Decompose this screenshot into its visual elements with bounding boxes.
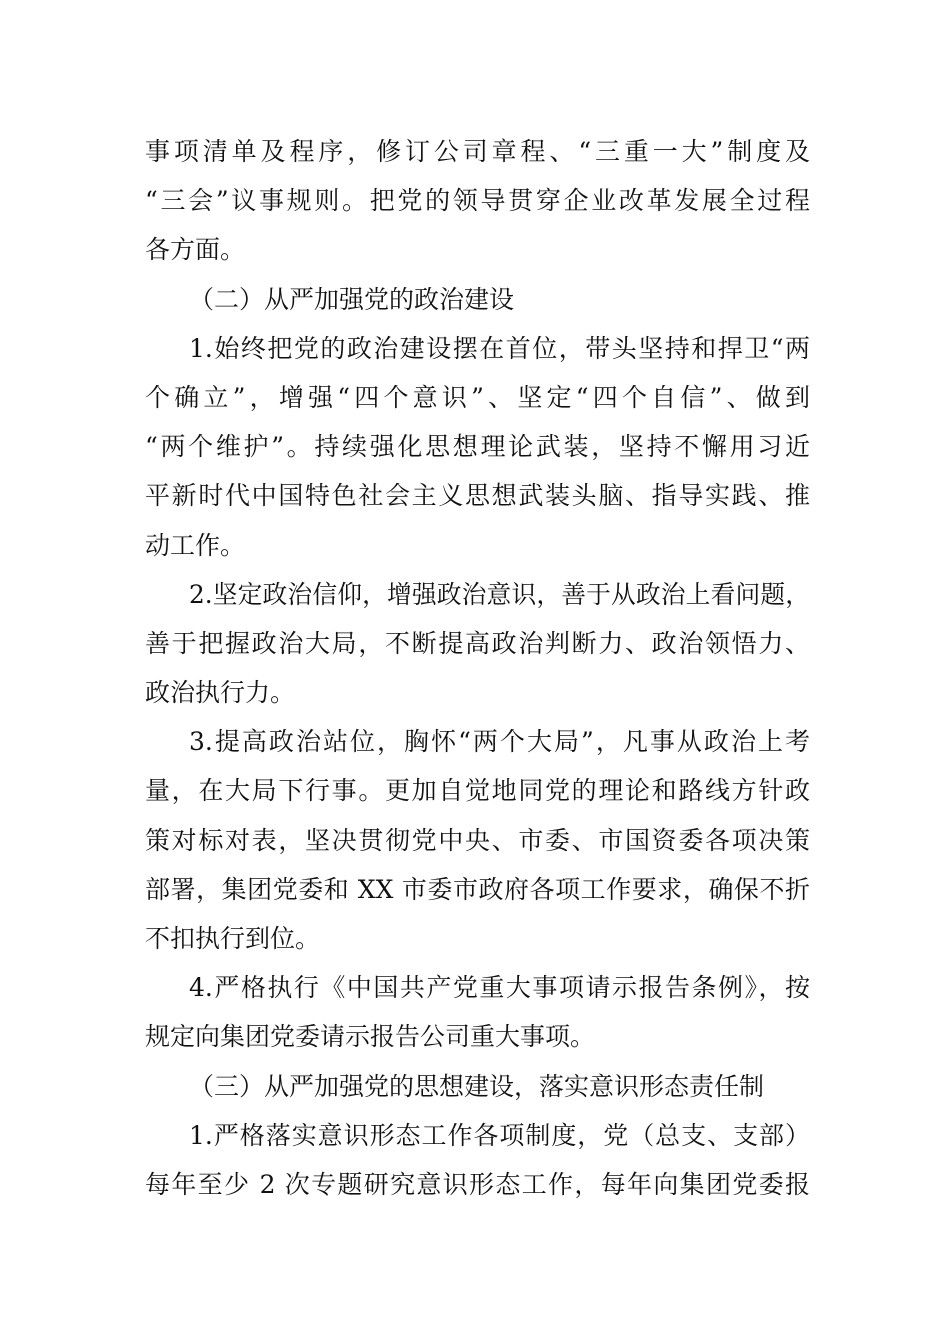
text-line: 1.严格落实意识形态工作各项制度，党（总支、支部）	[189, 1120, 810, 1150]
text-line: “三会”议事规则。把党的领导贯穿企业改革发展全过程	[145, 186, 810, 216]
section-heading	[145, 1062, 810, 1111]
text-line: 政治执行力。	[145, 678, 296, 708]
text-line: 个确立”，增强“四个意识”、坚定“四个自信”、做到	[145, 382, 810, 412]
text-line: 2.坚定政治信仰，增强政治意识，善于从政治上看问题，	[189, 579, 810, 609]
text-line: 善于把握政治大局，不断提高政治判断力、政治领悟力、	[145, 628, 810, 658]
paragraph	[145, 324, 810, 570]
text-line: 规定向集团党委请示报告公司重大事项。	[145, 1022, 596, 1052]
paragraph	[145, 717, 810, 963]
heading-line: （二）从严加强党的政治建设	[189, 284, 515, 314]
paragraph	[145, 570, 810, 718]
text-line: 事项清单及程序，修订公司章程、“三重一大”制度及	[145, 137, 810, 166]
heading-line: （三）从严加强党的思想建设，落实意识形态责任制	[189, 1071, 765, 1101]
paragraph	[145, 1111, 810, 1209]
paragraph	[145, 963, 810, 1061]
text-line: 1.始终把党的政治建设摆在首位，带头坚持和捍卫“两	[189, 333, 810, 363]
text-line: 部署，集团党委和 XX 市委市政府各项工作要求，确保不折	[145, 874, 810, 904]
text-line: 平新时代中国特色社会主义思想武装头脑、指导实践、推	[145, 481, 810, 511]
text-line: 各方面。	[145, 235, 246, 265]
paragraph	[145, 127, 810, 275]
document-body	[145, 127, 810, 1209]
text-line: 不扣执行到位。	[145, 924, 321, 953]
section-heading	[145, 275, 810, 324]
text-line: 4.严格执行《中国共产党重大事项请示报告条例》，按	[189, 973, 810, 1003]
text-line: “两个维护”。持续强化思想理论武装，坚持不懈用习近	[145, 432, 810, 462]
text-line: 策对标对表，坚决贯彻党中央、市委、市国资委各项决策	[145, 825, 810, 855]
text-line: 量，在大局下行事。更加自觉地同党的理论和路线方针政	[145, 776, 810, 806]
text-line: 动工作。	[145, 530, 246, 560]
text-line: 3.提高政治站位，胸怀“两个大局”，凡事从政治上考	[189, 727, 810, 757]
text-line: 每年至少 2 次专题研究意识形态工作，每年向集团党委报	[145, 1169, 810, 1199]
